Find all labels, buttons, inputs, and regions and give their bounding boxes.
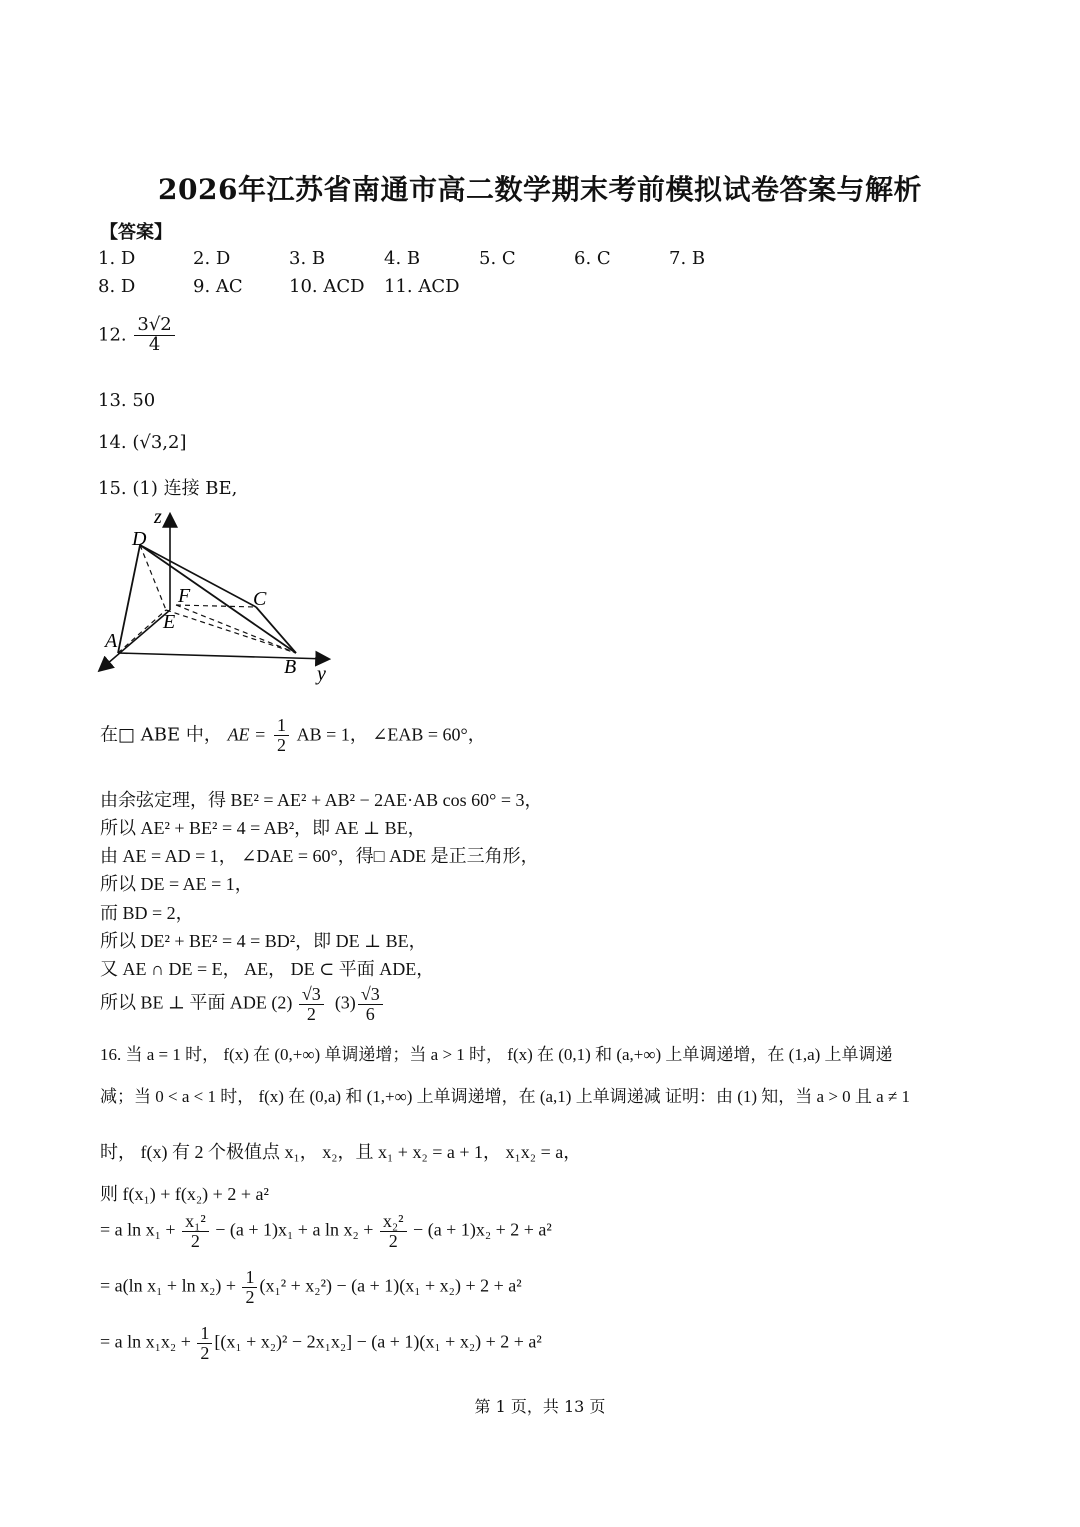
- page-footer: 第 1 页，共 13 页: [474, 1397, 606, 1416]
- solution-line-9: [100, 985, 385, 1024]
- answer-8: 8. D: [98, 276, 136, 297]
- fraction-numerator: √3: [358, 985, 383, 1005]
- text-segment: 所以 BE ⊥ 平面 ADE (2): [100, 992, 293, 1013]
- y-axis: [118, 653, 328, 659]
- math-segment: = a ln x₁ +: [100, 1219, 176, 1240]
- fraction-denominator: 2: [276, 734, 286, 755]
- answer-2: 2. D: [193, 248, 231, 269]
- fraction-numerator: 1: [242, 1268, 257, 1288]
- fraction: [380, 1212, 407, 1251]
- label-C: C: [253, 588, 267, 610]
- math-segment: − (a + 1)x₁ + a ln x₂ +: [215, 1219, 374, 1240]
- page-title: 2026年江苏省南通市高二数学期末考前模拟试卷答案与解析: [158, 173, 922, 206]
- fraction-numerator: 1: [274, 716, 289, 736]
- fraction: [182, 1212, 209, 1251]
- solution-line-3: 所以 AE² + BE² = 4 = AB²，即 AE ⊥ BE，: [100, 818, 426, 838]
- label-z: z: [154, 506, 162, 528]
- answer-12-numerator: 3√2: [134, 316, 174, 336]
- label-y: y: [317, 663, 326, 685]
- text-segment: (3): [334, 992, 356, 1013]
- fraction: [274, 716, 289, 755]
- math-segment: = a(ln x₁ + ln x₂) +: [100, 1275, 236, 1296]
- solution-line-5: 所以 DE = AE = 1，: [100, 874, 253, 894]
- answer-12-label: 12.: [98, 324, 127, 346]
- math-segment: AB = 1， ∠EAB = 60°，: [296, 724, 486, 745]
- solution-line-8: 又 AE ∩ DE = E， AE， DE ⊂ 平面 ADE，: [100, 959, 435, 979]
- answer-12-denominator: 4: [148, 333, 161, 355]
- label-B: B: [284, 656, 297, 678]
- fraction-numerator: √3: [299, 985, 324, 1005]
- q16-line-5: [100, 1212, 552, 1251]
- fraction-denominator: 6: [365, 1003, 375, 1024]
- answer-11: 11. ACD: [384, 276, 460, 297]
- answer-5: 5. C: [479, 248, 516, 269]
- fraction: [299, 985, 324, 1024]
- fraction: [197, 1324, 212, 1363]
- math-segment: AE =: [227, 724, 267, 745]
- geometry-figure: [96, 505, 346, 690]
- answer-10: 10. ACD: [289, 276, 365, 297]
- fraction-numerator: 1: [197, 1324, 212, 1344]
- answer-13: 13. 50: [98, 390, 156, 411]
- fraction-denominator: 2: [190, 1230, 200, 1251]
- fraction-denominator: 2: [388, 1230, 398, 1251]
- q16-line-4: 则 f(x₁) + f(x₂) + 2 + a²: [100, 1184, 269, 1204]
- edge-DB: [140, 545, 296, 653]
- solution-line-7: 所以 DE² + BE² = 4 = BD²，即 DE ⊥ BE，: [100, 931, 427, 951]
- label-F: F: [178, 585, 191, 607]
- solution-line-4: 由 AE = AD = 1， ∠DAE = 60°，得□ ADE 是正三角形，: [100, 846, 539, 866]
- fraction-denominator: 2: [245, 1286, 255, 1307]
- text-segment: 在□ ABE 中，: [100, 724, 222, 746]
- answer-14: 14. (√3,2]: [98, 432, 187, 453]
- answer-6: 6. C: [574, 248, 611, 269]
- fraction-numerator: x₂²: [380, 1212, 407, 1232]
- math-segment: = a ln x₁x₂ +: [100, 1331, 191, 1352]
- answer-4: 4. B: [384, 248, 421, 269]
- answer-12-fraction: [134, 316, 174, 355]
- answer-1: 1. D: [98, 248, 136, 269]
- fraction: [358, 985, 383, 1024]
- q16-line-6: [100, 1268, 522, 1307]
- edge-DC: [140, 545, 256, 607]
- fraction-denominator: 2: [306, 1003, 316, 1024]
- edge-DA: [118, 545, 140, 653]
- label-A: A: [105, 630, 118, 652]
- q16-line-7: [100, 1324, 542, 1363]
- math-segment: − (a + 1)x₂ + 2 + a²: [413, 1219, 552, 1240]
- math-segment: (x₁² + x₂²) − (a + 1)(x₁ + x₂) + 2 + a²: [259, 1275, 522, 1296]
- answers-header: 【答案】: [100, 222, 172, 243]
- answer-3: 3. B: [289, 248, 326, 269]
- solution-line-2: 由余弦定理，得 BE² = AE² + AB² − 2AE·AB cos 60° = 3，: [100, 790, 543, 810]
- q16-line-2: 减；当 0 < a < 1 时， f(x) 在 (0,a) 和 (1,+∞) 上单调递增，在 (a,1) 上单调递减 证明：由 (1) 知，当 a > 0 且 a ≠ 1: [100, 1087, 911, 1106]
- answer-12: [98, 316, 177, 355]
- fraction-numerator: x₁²: [182, 1212, 209, 1232]
- label-D: D: [132, 528, 147, 550]
- solution-line-1: [100, 716, 486, 755]
- fraction: [242, 1268, 257, 1307]
- answer-9: 9. AC: [193, 276, 243, 297]
- answer-15-intro: 15. (1) 连接 BE,: [98, 478, 238, 499]
- label-E: E: [163, 611, 176, 633]
- solution-line-6: 而 BD = 2，: [100, 903, 194, 923]
- math-segment: [(x₁ + x₂)² − 2x₁x₂] − (a + 1)(x₁ + x₂) + 2 + a²: [214, 1331, 542, 1352]
- q16-line-3: 时， f(x) 有 2 个极值点 x₁， x₂，且 x₁ + x₂ = a + 1， x₁x₂ = a，: [100, 1142, 582, 1162]
- answer-7: 7. B: [669, 248, 706, 269]
- fraction-denominator: 2: [200, 1342, 210, 1363]
- q16-line-1: 16. 当 a = 1 时， f(x) 在 (0,+∞) 单调递增；当 a > 1 时， f(x) 在 (0,1) 和 (a,+∞) 上单调递增，在 (1,a) 上单调递: [100, 1045, 893, 1064]
